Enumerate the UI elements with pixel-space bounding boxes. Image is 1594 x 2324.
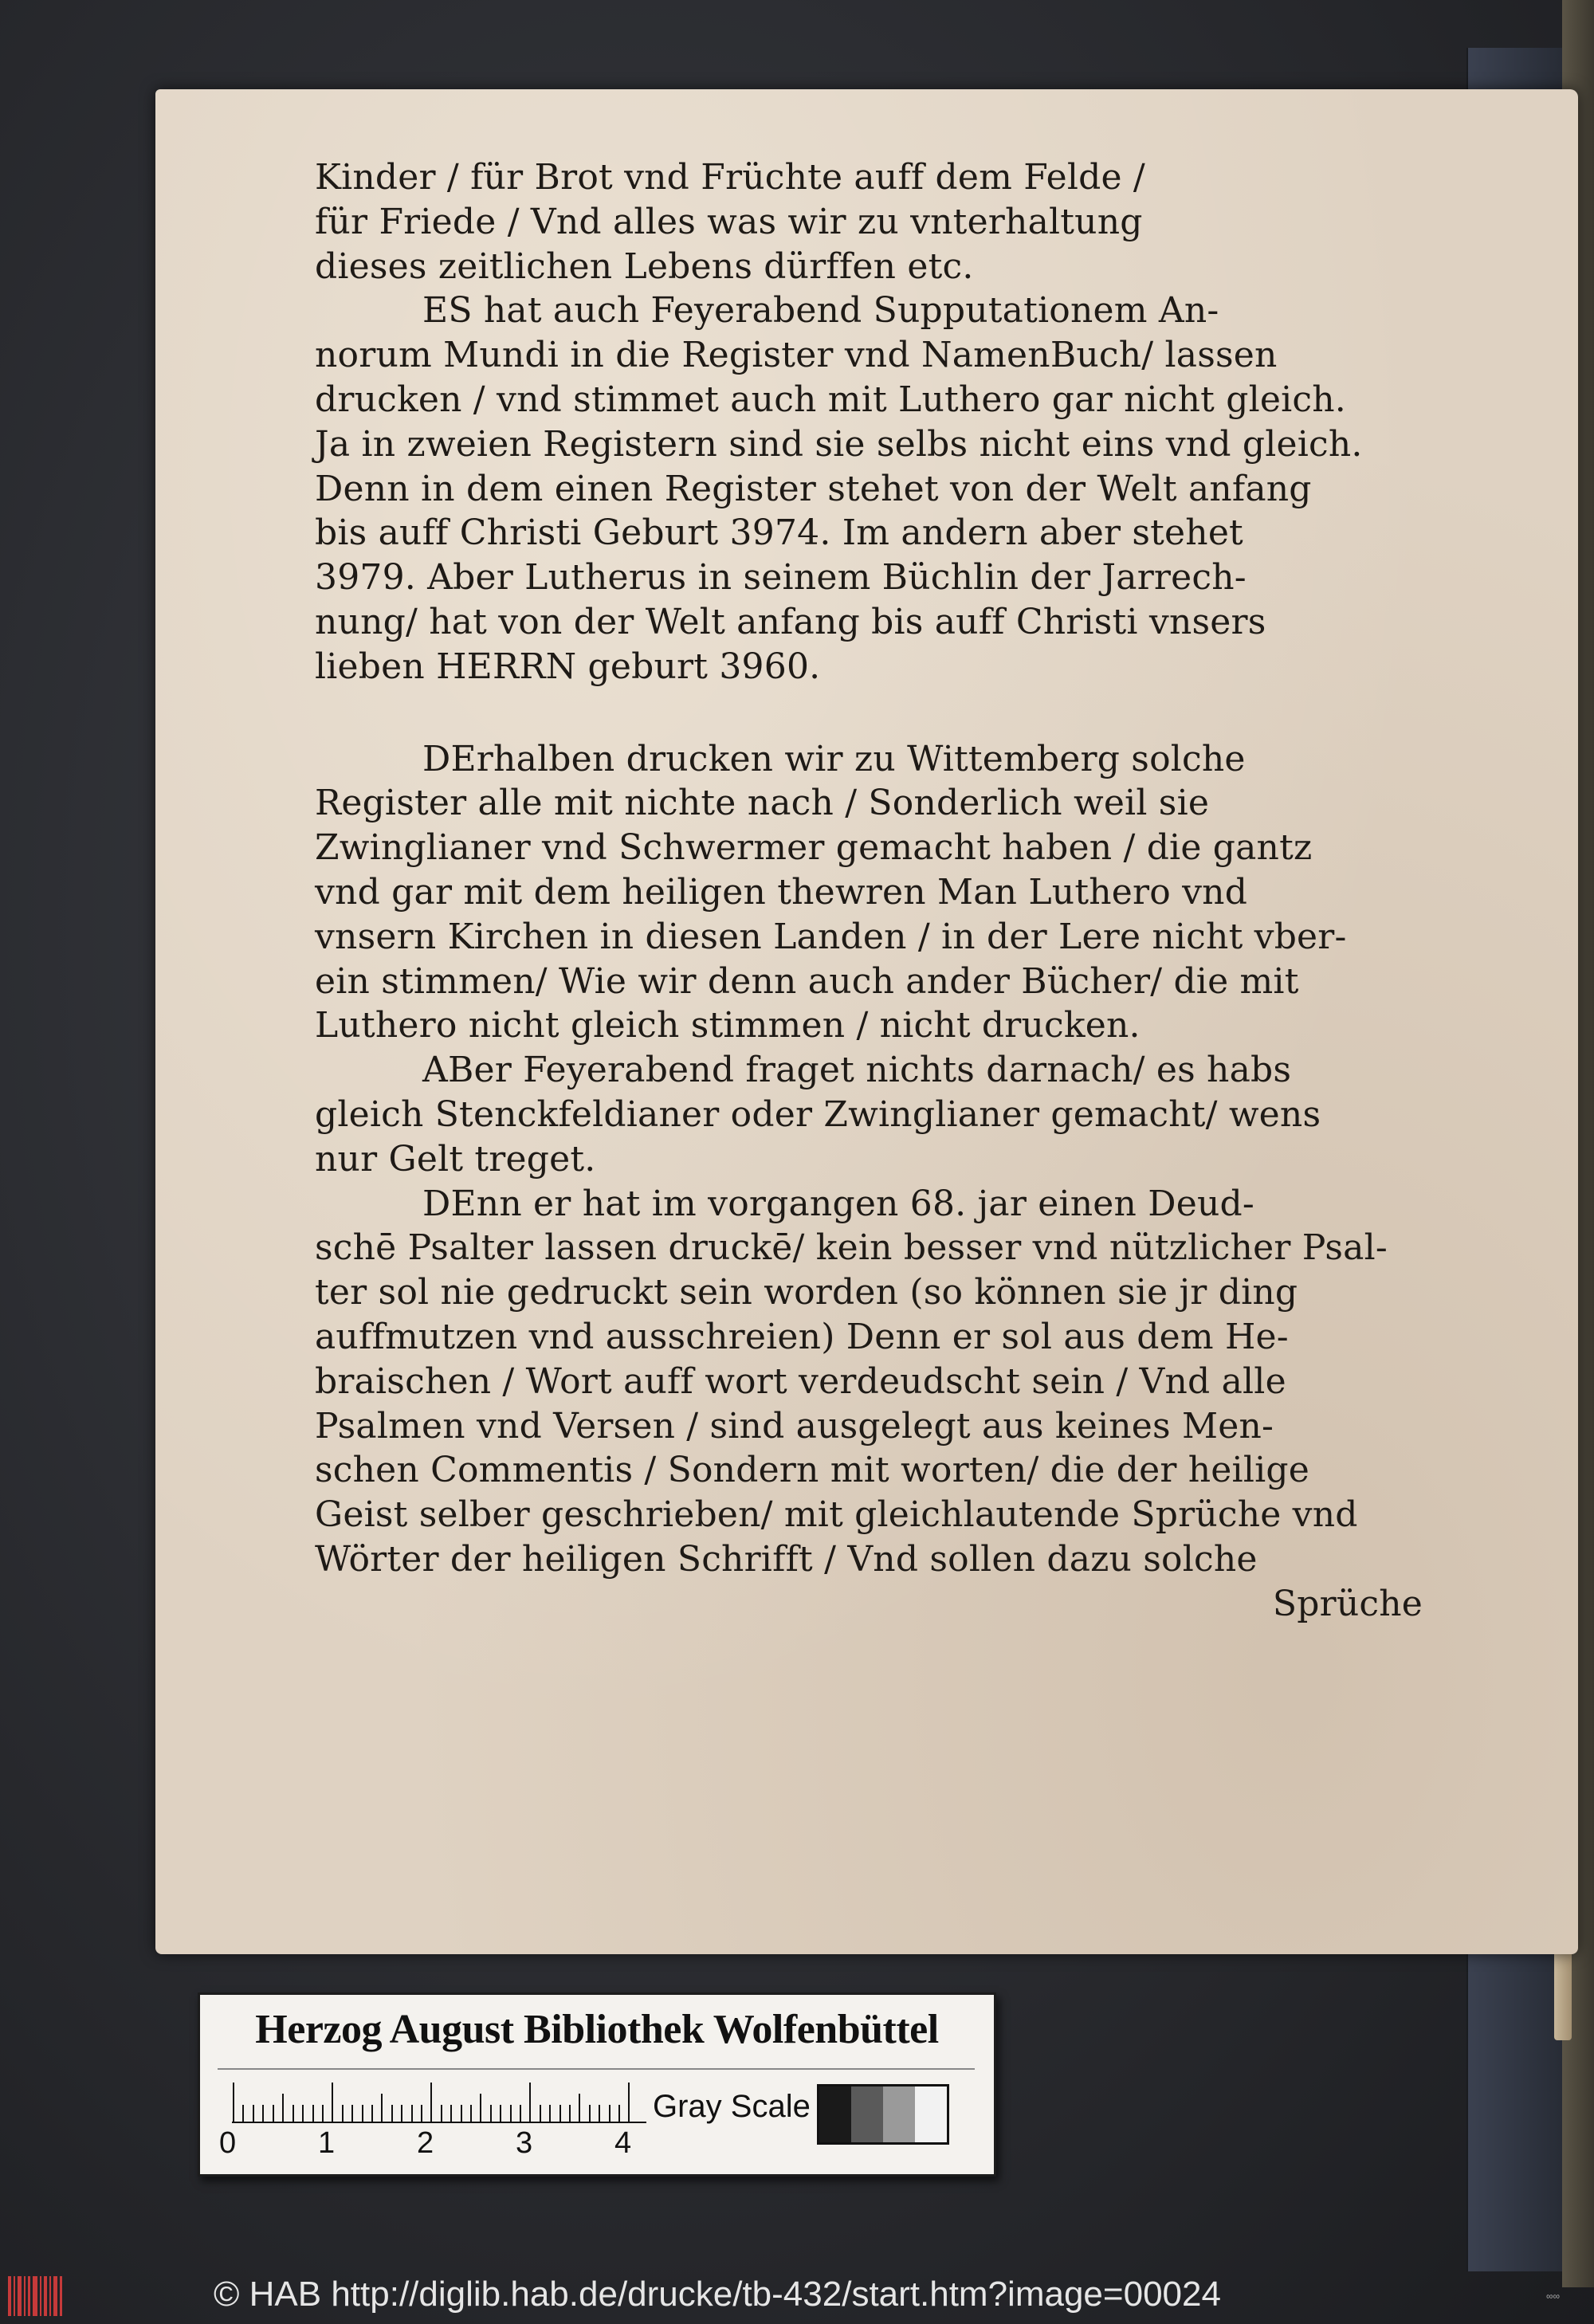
text-line: lieben HERRN geburt 3960. [315,646,821,687]
ruler-number: 3 [516,2126,533,2160]
text-line: DEnn er hat im vorgangen 68. jar einen Deud- [422,1183,1254,1224]
text-line: ES hat auch Feyerabend Supputationem An- [422,290,1219,332]
text-line: Psalmen vnd Versen / sind ausgelegt aus keines Men- [315,1405,1274,1447]
text-line: 3979. Aber Lutherus in seinem Büchlin der Jarrech- [315,557,1247,599]
copyright-url: © HAB http://diglib.hab.de/drucke/tb-432/start.htm?image=00024 [214,2275,1221,2314]
ruler-number: 2 [417,2126,434,2160]
text-line: drucken / vnd stimmet auch mit Luthero gar nicht gleich. [315,379,1346,420]
ruler-number: 0 [219,2126,237,2160]
ruler-numbers [219,2126,857,2158]
text-line: Register alle mit nichte nach / Sonderlich weil sie [315,783,1210,824]
text-line: auffmutzen vnd ausschreien) Denn er sol aus dem He- [315,1316,1289,1357]
text-line: norum Mundi in die Register vnd NamenBuch/ lassen [315,335,1278,376]
text-line: ein stimmen/ Wie wir denn auch ander Bücher/ die mit [315,960,1299,1002]
barcode-icon [8,2276,64,2316]
swatch-white [915,2086,947,2142]
gray-scale-swatches [817,2084,949,2145]
swatch-dark-gray [851,2086,883,2142]
card-divider [218,2068,975,2070]
catchword: Sprüche [1272,1583,1423,1624]
text-line: ter sol nie gedruckt sein worden (so können sie jr ding [315,1272,1298,1313]
page-text [315,155,1423,1627]
text-line: DErhalben drucken wir zu Wittemberg solche [422,738,1246,779]
footer-bar [0,2268,1594,2324]
ruler-ticks [232,2083,646,2124]
text-line: braischen / Wort auff wort verdeudscht sein / Vnd alle [315,1360,1286,1402]
footer-mark: ∞∞ [1546,2291,1561,2302]
text-line: schen Commentis / Sondern mit worten/ die der heilige [315,1450,1309,1491]
text-line: Geist selber geschrieben/ mit gleichlautende Sprüche vnd [315,1494,1358,1536]
gray-scale-label: Gray Scale [653,2089,811,2124]
text-line: schē Psalter lassen druckē/ kein besser vnd nützlicher Psal- [315,1227,1388,1269]
text-line: Kinder / für Brot vnd Früchte auff dem Felde / [315,157,1145,198]
text-line: Luthero nicht gleich stimmen / nicht drucken. [315,1005,1141,1046]
text-line: gleich Stenckfeldianer oder Zwinglianer gemacht/ wens [315,1093,1321,1135]
text-line: vnsern Kirchen in diesen Landen / in der Lere nicht vber- [315,916,1347,957]
text-line: für Friede / Vnd alles was wir zu vnterhaltung [315,201,1143,242]
ruler-number: 4 [614,2126,632,2160]
text-line: bis auff Christi Geburt 3974. Im andern aber stehet [315,512,1243,554]
text-line: dieses zeitlichen Lebens dürffen etc. [315,245,974,287]
swatch-light-gray [883,2086,915,2142]
ruler-number: 1 [318,2126,336,2160]
color-calibration-card [198,1992,996,2177]
text-line: ABer Feyerabend fraget nichts darnach/ es habs [422,1050,1292,1091]
text-line: nung/ hat von der Welt anfang bis auff Christi vnsers [315,601,1266,642]
text-line: nur Gelt treget. [315,1138,596,1180]
library-name: Herzog August Bibliothek Wolfenbüttel [255,2007,939,2052]
text-line: vnd gar mit dem heiligen thewren Man Luthero vnd [315,871,1248,913]
text-line: Ja in zweien Registern sind sie selbs nicht eins vnd gleich. [315,423,1363,465]
swatch-black [819,2086,851,2142]
text-line: Zwinglianer vnd Schwermer gemacht haben / die gantz [315,827,1313,869]
text-line: Denn in dem einen Register stehet von der Welt anfang [315,468,1312,509]
text-line: Wörter der heiligen Schrifft / Vnd sollen dazu solche [315,1538,1258,1580]
